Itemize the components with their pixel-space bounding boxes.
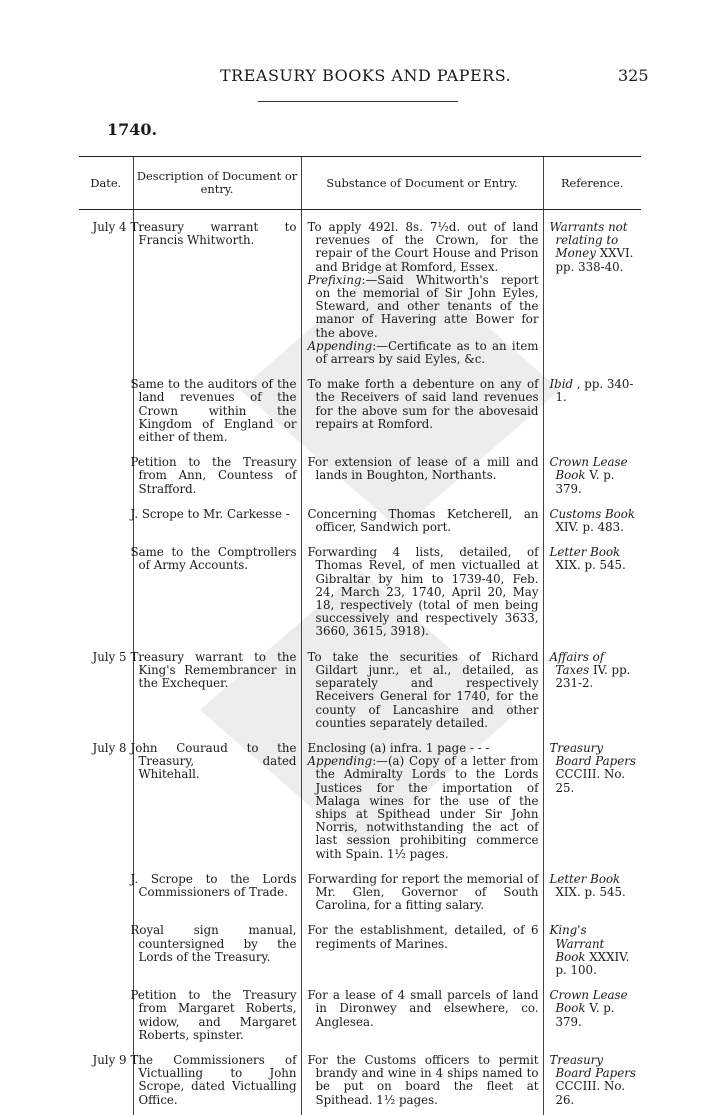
entry-date (79, 374, 133, 452)
table-row (79, 869, 641, 921)
entry-description: J. Scrope to Mr. Carkesse - (133, 504, 301, 542)
entry-reference (543, 210, 641, 375)
table-row (79, 452, 641, 504)
table-row (79, 647, 641, 738)
table-row (79, 985, 641, 1050)
entry-substance (301, 985, 543, 1050)
entry-description: Royal sign manual, countersigned by the Lords of the Treasury. (133, 920, 301, 985)
entry-reference (543, 647, 641, 738)
entry-description: Petition to the Treasury from Ann, Countess of Strafford. (133, 452, 301, 504)
entry-reference (543, 542, 641, 646)
entry-substance (301, 920, 543, 985)
entry-description: J. Scrope to the Lords Commissioners of Trade. (133, 869, 301, 921)
entry-description: Same to the auditors of the land revenues of the Crown within the Kingdom of England or either of them. (133, 374, 301, 452)
table-row (79, 920, 641, 985)
header-rule (258, 101, 458, 102)
calendar-table (79, 156, 641, 1115)
table-row (79, 542, 641, 646)
entry-date (79, 504, 133, 542)
reference-source: Warrants not relating to Money (549, 220, 628, 261)
entry-date (79, 452, 133, 504)
entry-reference (543, 869, 641, 921)
table-row (79, 738, 641, 869)
entry-reference (543, 1050, 641, 1115)
col-header-date: Date. (79, 157, 133, 210)
reference-volume: XIV. p. 483. (555, 520, 624, 535)
appending-label: Appending (307, 338, 373, 353)
entry-reference (543, 920, 641, 985)
appending-label: Appending (307, 754, 373, 769)
entry-substance (301, 452, 543, 504)
reference-volume: V. p. 379. (555, 1001, 615, 1029)
entry-date: July 8 (92, 740, 127, 755)
entry-description: The Commissioners of Victualling to John Scrope, dated Victualling Office. (133, 1050, 301, 1115)
entry-substance (301, 504, 543, 542)
substance-text: Forwarding for report the memorial of Mr. Glen, Governor of South Carolina, for a fitting salary. (307, 871, 539, 913)
col-header-description: Description of Document or entry. (133, 157, 301, 210)
entry-date: July 5 (92, 649, 127, 664)
entry-substance (301, 374, 543, 452)
entry-reference (543, 374, 641, 452)
substance-text: Forwarding 4 lists, detailed, of Thomas Revel, of men victualled at Gibraltar by him to 1739-40, Feb. 24, March 23, 1740, April 20, May 18, respectively (total of men being successively and respectively 3633, 3660, 3615, 3918). (307, 545, 539, 639)
substance-text: For a lease of 4 small parcels of land in Dironwey and elsewhere, co. Anglesea. (307, 988, 539, 1029)
table-row (79, 374, 641, 452)
entry-description: Treasury warrant to Francis Whitworth. (133, 210, 301, 375)
entry-date (79, 985, 133, 1050)
entry-date: July 4 (92, 220, 127, 234)
entry-reference (543, 985, 641, 1050)
col-header-substance: Substance of Document or Entry. (301, 157, 543, 210)
entry-date (79, 920, 133, 985)
col-header-reference: Reference. (543, 157, 641, 210)
table-header-row (79, 157, 641, 210)
reference-source: Affairs of Taxes (549, 649, 605, 677)
prefixing-label: Prefixing (307, 272, 362, 287)
reference-source: Customs Book (549, 506, 636, 521)
reference-volume: V. p. 379. (555, 468, 615, 496)
substance-text: To apply 492l. 8s. 7½d. out of land revenues of the Crown, for the repair of the Court House and Prison and Bridge at Romford, Essex. (307, 220, 539, 274)
appending-text: :—(a) Copy of a letter from the Admiralty Lords to the Lords Justices for the importation of Malaga wines for the use of the ships at Spithead under Sir John Norris, notwithstanding the act of last session prohibiting commerce with Spain. 1½ pages. (315, 754, 539, 861)
substance-text: Concerning Thomas Ketcherell, an officer, Sandwich port. (307, 506, 539, 535)
prefixing-note (307, 272, 539, 340)
reference-volume: XXXIV. p. 100. (555, 949, 630, 977)
prefixing-text: :—Said Whitworth's report on the memorial of Sir John Eyles, Steward, and other tenants of the manor of Havering atte Bower for the above. (315, 272, 539, 340)
substance-text: For the establishment, detailed, of 6 regiments of Marines. (307, 923, 539, 951)
entry-substance (301, 210, 543, 375)
substance-text: Enclosing (a) infra. 1 page - - - (307, 740, 490, 755)
reference-source: Letter Book (549, 545, 621, 560)
entry-date (79, 542, 133, 646)
reference-source: Letter Book (549, 871, 621, 886)
table-row (79, 210, 641, 375)
reference-volume: XIX. p. 545. (555, 558, 626, 573)
reference-source: Crown Lease Book (549, 988, 628, 1016)
reference-volume: CCCIII. No. 25. (555, 767, 626, 795)
entry-substance (301, 869, 543, 921)
entry-substance (301, 647, 543, 738)
reference-source: Treasury Board Papers (549, 1052, 636, 1081)
appending-note (307, 754, 539, 861)
substance-text: To take the securities of Richard Gildart junr., et al., detailed, as separately and respectively Receivers General for 1740, for the county of Lancashire and other counties separately detailed. (307, 649, 539, 730)
entry-description: Petition to the Treasury from Margaret Roberts, widow, and Margaret Roberts, spinster. (133, 985, 301, 1050)
entry-description: Treasury warrant to the King's Remembrancer in the Exchequer. (133, 647, 301, 738)
reference-volume: , pp. 340-1. (555, 377, 634, 405)
entry-substance (301, 542, 543, 646)
substance-text: For the Customs officers to permit brandy and wine in 4 ships named to be put on board the fleet at Spithead. 1½ pages. (307, 1052, 539, 1107)
entry-substance (301, 738, 543, 869)
reference-source: Ibid (549, 377, 574, 392)
appending-text: :—Certificate as to an item of arrears by said Eyles, &c. (315, 338, 539, 367)
entry-reference (543, 452, 641, 504)
reference-source: King's Warrant Book (549, 923, 605, 964)
entry-reference (543, 504, 641, 542)
running-title: TREASURY BOOKS AND PAPERS. (220, 66, 512, 85)
reference-volume: XIX. p. 545. (555, 884, 626, 899)
reference-source: Crown Lease Book (549, 455, 628, 483)
reference-volume: XXVI. pp. 338-40. (555, 246, 634, 274)
table-row (79, 1050, 641, 1115)
page-number: 325 (618, 66, 649, 85)
reference-volume: CCCIII. No. 26. (555, 1079, 626, 1107)
reference-source: Treasury Board Papers (549, 740, 636, 769)
table-row (79, 504, 641, 542)
reference-volume: IV. pp. 231-2. (555, 662, 631, 691)
entry-date (79, 869, 133, 921)
running-header (0, 66, 721, 88)
year-heading: 1740. (107, 120, 158, 139)
entry-description: Same to the Comptrollers of Army Accounts. (133, 542, 301, 646)
substance-text: To make forth a debenture on any of the Receivers of said land revenues for the above sum for the abovesaid repairs at Romford. (307, 377, 539, 431)
entry-reference (543, 738, 641, 869)
substance-text: For extension of lease of a mill and lands in Boughton, Northants. (307, 455, 539, 483)
entry-description: John Couraud to the Treasury, dated Whitehall. (133, 738, 301, 869)
appending-note (307, 338, 539, 367)
entry-date: July 9 (92, 1052, 127, 1067)
entry-substance (301, 1050, 543, 1115)
